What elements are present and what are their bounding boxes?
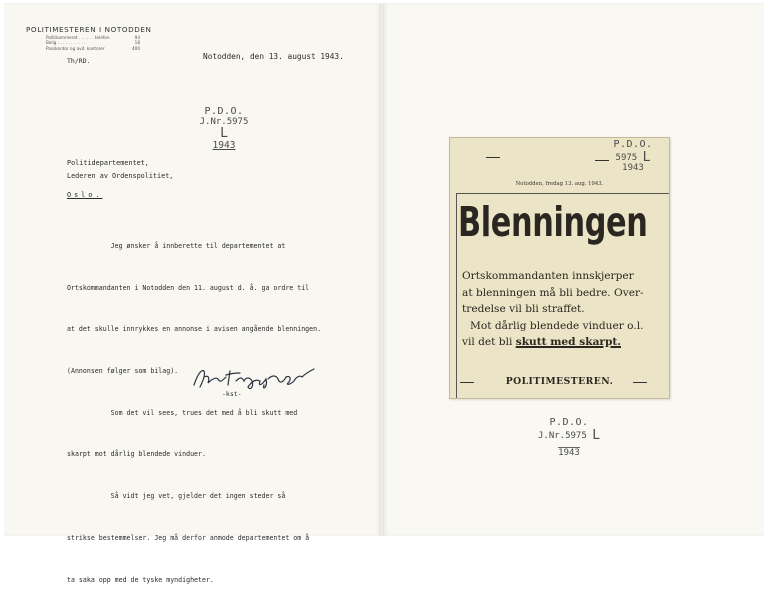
stamp-office: P.D.O. (204, 106, 244, 117)
clipping-line: Mot dårlig blendede vinduer o.l. (470, 319, 644, 332)
contact-label: Passkontor og avd. kontorer (46, 45, 105, 51)
clipping-signature: POLITIMESTEREN. (505, 376, 614, 387)
clipping-line: tredelse vil bli straffet. (462, 303, 585, 316)
body-line: Jeg ønsker å innberette til departementet at (67, 241, 286, 250)
stamp-letter: L (642, 149, 651, 165)
body-line: Som det vil sees, trues det med å bli skutt med (67, 408, 298, 417)
journal-stamp (533, 418, 605, 459)
clipping-headline: Blenningen (458, 198, 648, 246)
contact-label: Bolig . . . . . . . . . . . (46, 40, 86, 46)
newspaper-clipping (449, 137, 670, 399)
clipping-line-prefix: vil det bli (462, 336, 516, 349)
body-line: Så vidt jeg vet, gjelder det ingen steder så (67, 492, 286, 501)
stamp-year: 1943 (212, 139, 236, 151)
body-line: skarpt mot dårlig blendede vinduer. (67, 450, 206, 459)
dash-mark (595, 160, 609, 161)
stamp-letter: L (592, 427, 601, 443)
stamp-letter: L (220, 125, 228, 141)
stamp-number: 5975 (615, 152, 638, 163)
clipping-stamp (610, 140, 656, 174)
stamp-year: 1943 (622, 163, 644, 174)
contact-number: 94 (134, 35, 140, 40)
recipient-block (67, 157, 173, 201)
clipping-line: Ortskommandanten innskjerper (462, 270, 634, 282)
body-line: ta saka opp med de tyske myndigheter. (67, 575, 214, 584)
contact-number: 400 (132, 45, 140, 51)
stamp-year: 1943 (558, 448, 580, 459)
contact-number: 18 (134, 40, 140, 46)
body-line: at det skulle innrykkes en annonse i avisen angående blenningen. (67, 325, 322, 334)
body-line: Ortskommandanten i Notodden den 11. august d. å. ga ordre til (67, 283, 310, 292)
clipping-border (456, 193, 457, 398)
body-line: strikse bestemmelser. Jeg må derfor anmode departementet om å (67, 533, 310, 542)
typist-initials: -kst- (222, 390, 242, 398)
recipient-line: Politidepartementet, (67, 159, 149, 167)
clipping-emphasis: skutt med skarpt. (515, 336, 621, 349)
contact-label: Politikammeret . . . . . . telefon (46, 35, 110, 40)
letterhead-contacts (46, 35, 140, 51)
stamp-number-row (533, 429, 605, 443)
journal-stamp (196, 107, 252, 151)
dash-mark (486, 157, 500, 158)
recipient-line: Lederen av Ordenspolitiet, (67, 171, 174, 180)
handwritten-signature (190, 363, 320, 395)
clipping-text (462, 268, 644, 351)
stamp-office: P.D.O. (549, 417, 589, 428)
contact-row (46, 46, 140, 51)
stamp-office: P.D.O. (613, 139, 653, 150)
clipping-rule (456, 193, 669, 194)
letter-body (67, 212, 367, 601)
stamp-number-row (610, 151, 656, 165)
stamp-number-row (196, 118, 252, 141)
recipient-city: Oslo. (67, 190, 103, 199)
letter-date: Notodden, den 13. august 1943. (203, 52, 344, 61)
dash-mark (633, 382, 647, 383)
letterhead-office: POLITIMESTEREN I NOTODDEN (26, 25, 152, 34)
reference-code: Th/RD. (67, 57, 91, 65)
clipping-dateline: Notodden, fredag 13. aug. 1943. (515, 181, 604, 187)
body-line: (Annonsen følger som bilag). (67, 366, 179, 375)
clipping-line: at blenningen må bli bedre. Over- (462, 286, 644, 299)
stamp-number: J.Nr.5975 (537, 430, 587, 441)
clipping-line (462, 334, 644, 351)
stamp-number: J.Nr.5975 (199, 116, 249, 127)
